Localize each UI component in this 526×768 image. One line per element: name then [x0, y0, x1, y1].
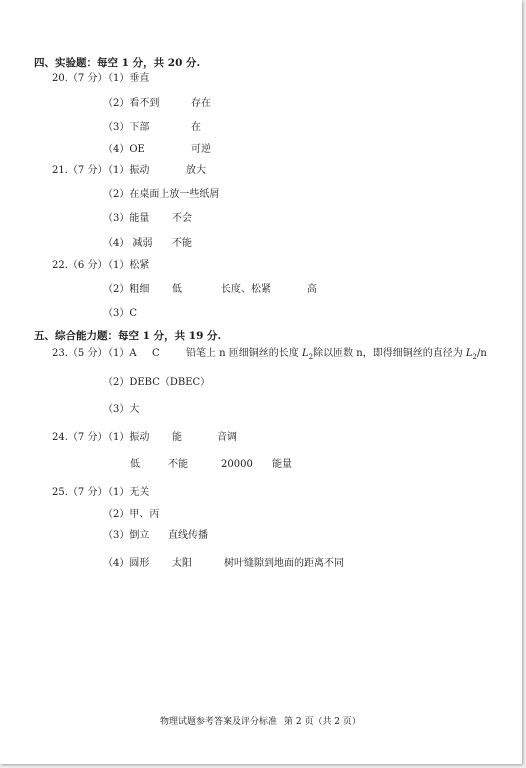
q25-header: 25.（7 分） — [52, 487, 108, 498]
q25-part4-c: 树叶缝隙到地面的距离不同 — [224, 558, 344, 569]
q23-part3: （3）大 — [103, 404, 140, 415]
q21-part1-a: （1）振动 — [103, 165, 150, 176]
q20-part4-b: 可逆 — [191, 144, 211, 155]
q24-part1-a: （1）振动 — [103, 432, 150, 443]
q23-part1-a: （1）A — [103, 348, 137, 359]
q24-part1-b: 能 — [172, 432, 182, 443]
q24-part2-d: 能量 — [272, 459, 292, 470]
section-4-title: 四、实验题：每空 1 分，共 20 分. — [34, 57, 201, 69]
q21-part1-b: 放大 — [186, 165, 206, 176]
q21-part4-b: 不能 — [172, 238, 192, 249]
q24-part2-c: 20000 — [221, 459, 253, 470]
q23-part1-b: C — [152, 348, 160, 359]
q22-part3: （3）C — [103, 308, 138, 319]
q23-text-3: /n — [477, 348, 487, 359]
q23-sub-2: 2 — [472, 353, 478, 361]
q23-text-1: 铅笔上 n 匝细铜丝的长度 — [186, 348, 302, 359]
q23-text-2: 除以匝数 n，即得细铜丝的直径为 — [313, 348, 466, 359]
section-5-title: 五、综合能力题：每空 1 分，共 19 分. — [34, 330, 222, 342]
q23-header: 23.（5 分） — [52, 348, 108, 359]
q21-part4-a: （4） 减弱 — [103, 238, 153, 249]
q20-part4-a: （4）OE — [103, 144, 145, 155]
q22-header: 22.（6 分） — [52, 260, 108, 271]
q25-part1: （1）无关 — [103, 487, 150, 498]
footer-page-number: 第 2 页（共 2 页） — [284, 717, 361, 727]
q21-header: 21.（7 分） — [52, 165, 108, 176]
q24-part2-a: 低 — [130, 459, 140, 470]
q20-part2-a: （2）看不到 — [103, 98, 160, 109]
q25-part4-a: （4）圆形 — [103, 558, 150, 569]
q21-part2: （2）在桌面上放一些纸屑 — [103, 189, 220, 200]
q22-part2-c: 长度、松紧 — [221, 284, 271, 295]
q23-part1-c — [186, 348, 487, 360]
q24-part2-b: 不能 — [168, 459, 188, 470]
q25-part3-a: （3）倒立 — [103, 530, 150, 541]
q23-part2: （2）DEBC（DBEC） — [103, 377, 211, 388]
q23-var-l-1: L — [301, 348, 309, 359]
q25-part3-b: 直线传播 — [168, 530, 208, 541]
q20-part3-b: 在 — [191, 122, 201, 133]
q20-part3-a: （3）下部 — [103, 122, 150, 133]
q22-part2-a: （2）粗细 — [103, 284, 150, 295]
q24-part1-c: 音调 — [217, 432, 237, 443]
q22-part2-b: 低 — [172, 284, 182, 295]
q21-part3-a: （3）能量 — [103, 213, 150, 224]
q24-header: 24.（7 分） — [52, 432, 108, 443]
q25-part4-b: 太阳 — [172, 558, 192, 569]
q22-part2-d: 高 — [307, 284, 317, 295]
q20-part1: （1）垂直 — [103, 73, 150, 84]
q22-part1: （1）松紧 — [103, 260, 150, 271]
q21-part3-b: 不会 — [172, 213, 192, 224]
footer-title: 物理试题参考答案及评分标准 — [160, 717, 278, 727]
q20-part2-b: 存在 — [191, 98, 211, 109]
q25-part2: （2）甲、丙 — [103, 509, 160, 520]
q23-var-l-2: L — [465, 348, 473, 359]
q20-header: 20.（7 分） — [52, 73, 108, 84]
q23-sub-1: 2 — [308, 353, 314, 361]
